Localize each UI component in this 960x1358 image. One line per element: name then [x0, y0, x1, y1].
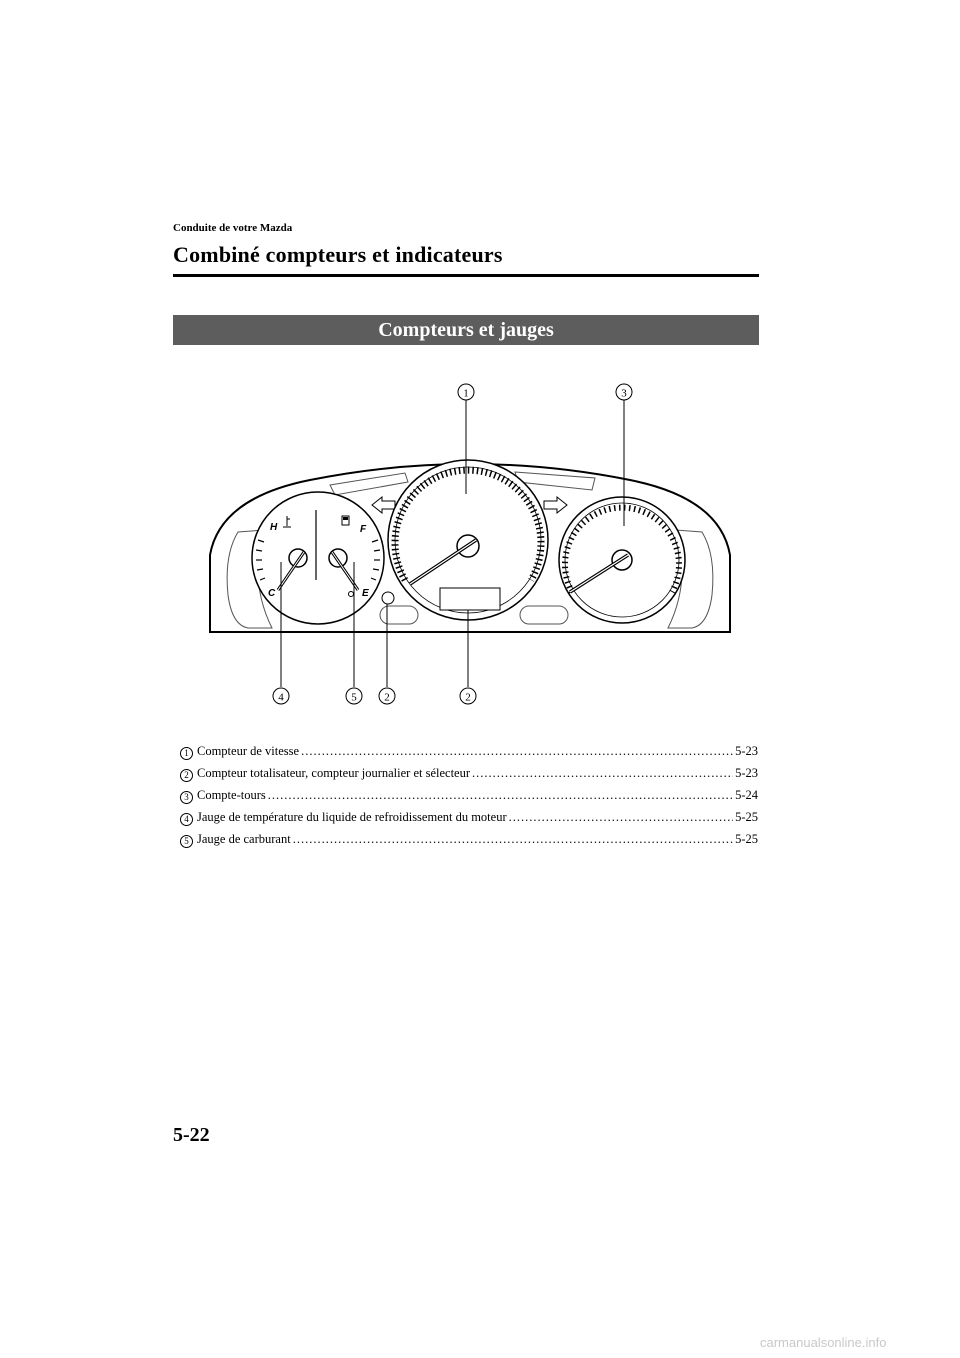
svg-text:3: 3	[621, 387, 627, 400]
fuel-needle-hub	[329, 549, 347, 567]
trip-selector-knob	[382, 592, 394, 604]
temp-cold-letter: C	[268, 588, 276, 599]
section-banner: Compteurs et jauges	[173, 315, 759, 345]
page-title: Combiné compteurs et indicateurs	[173, 242, 503, 267]
legend-number: 5	[180, 835, 193, 848]
bottom-indicator-right	[520, 606, 568, 624]
leader-dots	[268, 784, 733, 806]
callout-2-selector	[379, 688, 395, 704]
legend-page-ref[interactable]: 5-25	[735, 810, 758, 824]
title-rule	[173, 274, 759, 277]
legend-item	[180, 740, 758, 762]
svg-text:5: 5	[351, 691, 357, 704]
svg-text:2: 2	[384, 691, 390, 704]
callout-3	[616, 384, 632, 400]
callout-2-odometer	[460, 688, 476, 704]
legend-number: 2	[180, 769, 193, 782]
svg-text:2: 2	[465, 691, 471, 704]
temp-fuel-gauge	[252, 492, 384, 624]
leader-dots	[509, 806, 733, 828]
legend-number: 3	[180, 791, 193, 804]
fuel-full-letter: F	[360, 524, 367, 535]
legend-item	[180, 762, 758, 784]
legend-label: Compte-tours	[197, 788, 266, 802]
legend-item	[180, 784, 758, 806]
bottom-indicator-left	[380, 606, 418, 624]
watermark: carmanualsonline.info	[760, 1335, 887, 1350]
leader-dots	[293, 828, 733, 850]
temp-needle-hub	[289, 549, 307, 567]
temp-hot-letter: H	[270, 522, 278, 533]
legend-page-ref[interactable]: 5-25	[735, 832, 758, 846]
legend-list	[180, 740, 758, 850]
callout-5	[346, 688, 362, 704]
chapter-title: Conduite de votre Mazda	[173, 222, 293, 234]
legend-label: Jauge de température du liquide de refroidissement du moteur	[197, 810, 507, 824]
fuel-pump-icon	[342, 516, 349, 525]
legend-label: Jauge de carburant	[197, 832, 291, 846]
svg-text:1: 1	[463, 387, 469, 400]
odometer-display	[440, 588, 500, 610]
legend-item	[180, 806, 758, 828]
leader-dots	[472, 762, 733, 784]
legend-number: 4	[180, 813, 193, 826]
leader-dots	[301, 740, 733, 762]
legend-page-ref[interactable]: 5-23	[735, 766, 758, 780]
legend-item	[180, 828, 758, 850]
svg-text:4: 4	[278, 691, 284, 704]
legend-label: Compteur de vitesse	[197, 744, 300, 758]
page-number: 5-22	[173, 1124, 210, 1146]
fuel-empty-letter: E	[362, 588, 369, 599]
callout-4	[273, 688, 289, 704]
instrument-cluster-figure	[200, 370, 740, 710]
callout-1	[458, 384, 474, 400]
legend-page-ref[interactable]: 5-23	[735, 744, 758, 758]
legend-page-ref[interactable]: 5-24	[735, 788, 758, 802]
legend-label: Compteur totalisateur, compteur journalier et sélecteur	[197, 766, 471, 780]
legend-number: 1	[180, 747, 193, 760]
